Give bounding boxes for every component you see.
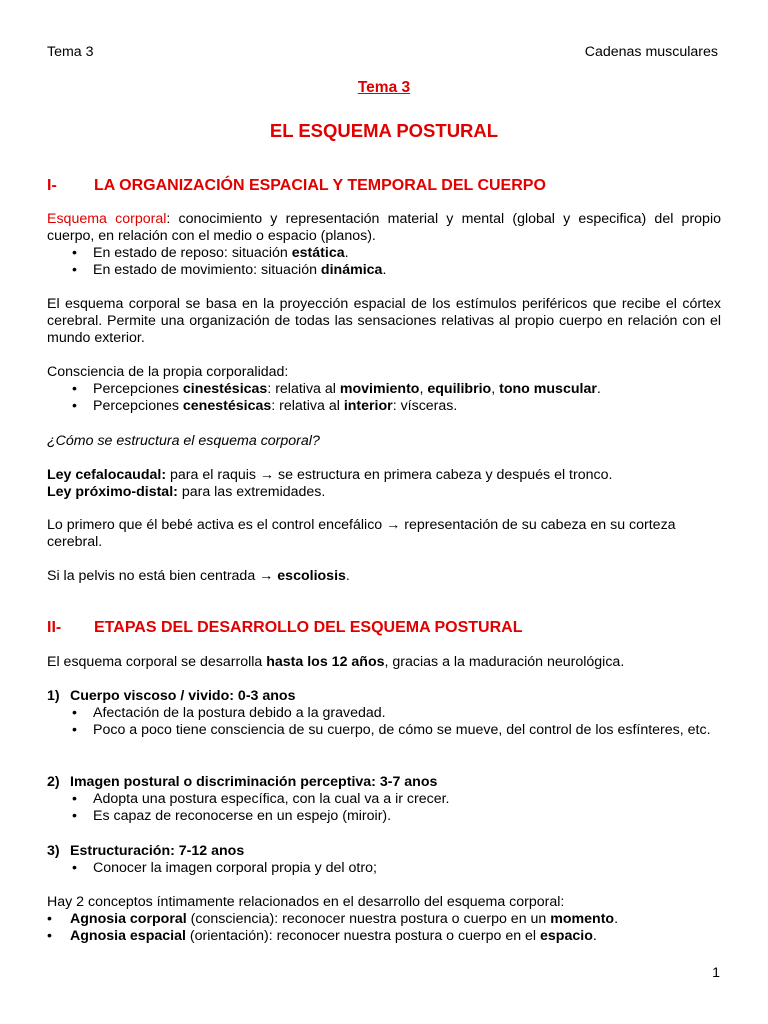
list-item: • Adopta una postura específica, con la cual va a ir crecer. — [47, 791, 721, 808]
stage-1 — [47, 688, 721, 739]
stage-2-list — [47, 791, 721, 825]
list-item: • En estado de movimiento: situación dinámica. — [47, 262, 721, 279]
header-left: Tema 3 — [47, 44, 94, 60]
stage-2 — [47, 774, 721, 825]
paragraph-consciencia: Consciencia de la propia corporalidad: — [47, 364, 289, 380]
paragraph-proyeccion: El esquema corporal se basa en la proyección espacial de los estímulos periféricos que recibe el córtex cerebral. Permite una organización de todas las sensaciones relativas al propio cuerpo en relación con el mundo exterior. — [47, 296, 721, 346]
list-item: • Percepciones cinestésicas: relativa al movimiento, equilibrio, tono muscular. — [47, 381, 721, 398]
header-right: Cadenas musculares — [584, 44, 718, 60]
concepts-intro: Hay 2 conceptos íntimamente relacionados en el desarrollo del esquema corporal: — [47, 894, 565, 910]
definition-paragraph — [47, 211, 721, 245]
section-2-intro: El esquema corporal se desarrolla hasta los 12 años, gracias a la maduración neurológica. — [47, 654, 625, 670]
list-item: • Es capaz de reconocerse en un espejo (miroir). — [47, 808, 721, 825]
concepts-list — [47, 911, 721, 945]
list-item: • Afectación de la postura debido a la gravedad. — [47, 705, 721, 722]
stage-3-list — [47, 860, 721, 877]
main-title: EL ESQUEMA POSTURAL — [269, 120, 499, 141]
section-2-title: ETAPAS DEL DESARROLLO DEL ESQUEMA POSTURAL — [94, 619, 523, 636]
stage-3-title: 3) Estructuración: 7-12 anos — [47, 843, 245, 859]
definition-text: : conocimiento y representación material y mental (global y especifica) del propio cuerpo, en relación con el medio o espacio (planos). — [47, 211, 721, 244]
list-item: • Percepciones cenestésicas: relativa al interior: vísceras. — [47, 398, 721, 415]
list-item: • En estado de reposo: situación estática. — [47, 245, 721, 262]
stage-1-list — [47, 705, 721, 739]
list-item: • Poco a poco tiene consciencia de su cuerpo, de cómo se mueve, del control de los esfínteres, etc. — [47, 722, 721, 739]
list-item: • Agnosia espacial (orientación): reconocer nuestra postura o cuerpo en el espacio. — [47, 928, 721, 945]
section-1-number: I- — [47, 177, 57, 194]
stage-1-title: 1) Cuerpo viscoso / vivido: 0-3 anos — [47, 688, 296, 704]
list-item: • Conocer la imagen corporal propia y del otro; — [47, 860, 721, 877]
section-2-heading — [47, 619, 522, 637]
paragraph-bebe: Lo primero que él bebé activa es el control encefálico → representación de su cabeza en su corteza cerebral. — [47, 517, 676, 550]
definition-term: Esquema corporal — [47, 211, 167, 227]
law-cefalocaudal: Ley cefalocaudal: para el raquis → se estructura en primera cabeza y después el tronco. — [47, 467, 613, 483]
laws-block — [47, 467, 721, 501]
stage-3 — [47, 843, 721, 877]
concepts-block — [47, 894, 721, 945]
question-text: ¿Cómo se estructura el esquema corporal? — [47, 433, 320, 449]
section-2-number: II- — [47, 619, 62, 636]
paragraph-pelvis: Si la pelvis no está bien centrada → escoliosis. — [47, 568, 350, 584]
state-list — [47, 245, 721, 279]
stage-2-title: 2) Imagen postural o discriminación perceptiva: 3-7 anos — [47, 774, 438, 790]
section-1-title: LA ORGANIZACIÓN ESPACIAL Y TEMPORAL DEL CUERPO — [94, 177, 546, 194]
law-proximo-distal: Ley próximo-distal: para las extremidades. — [47, 484, 326, 500]
perception-list — [47, 381, 721, 415]
section-1-heading — [47, 177, 546, 195]
tema-label: Tema 3 — [357, 79, 411, 96]
page-number: 1 — [712, 965, 720, 981]
list-item: • Agnosia corporal (consciencia): reconocer nuestra postura o cuerpo en un momento. — [47, 911, 721, 928]
